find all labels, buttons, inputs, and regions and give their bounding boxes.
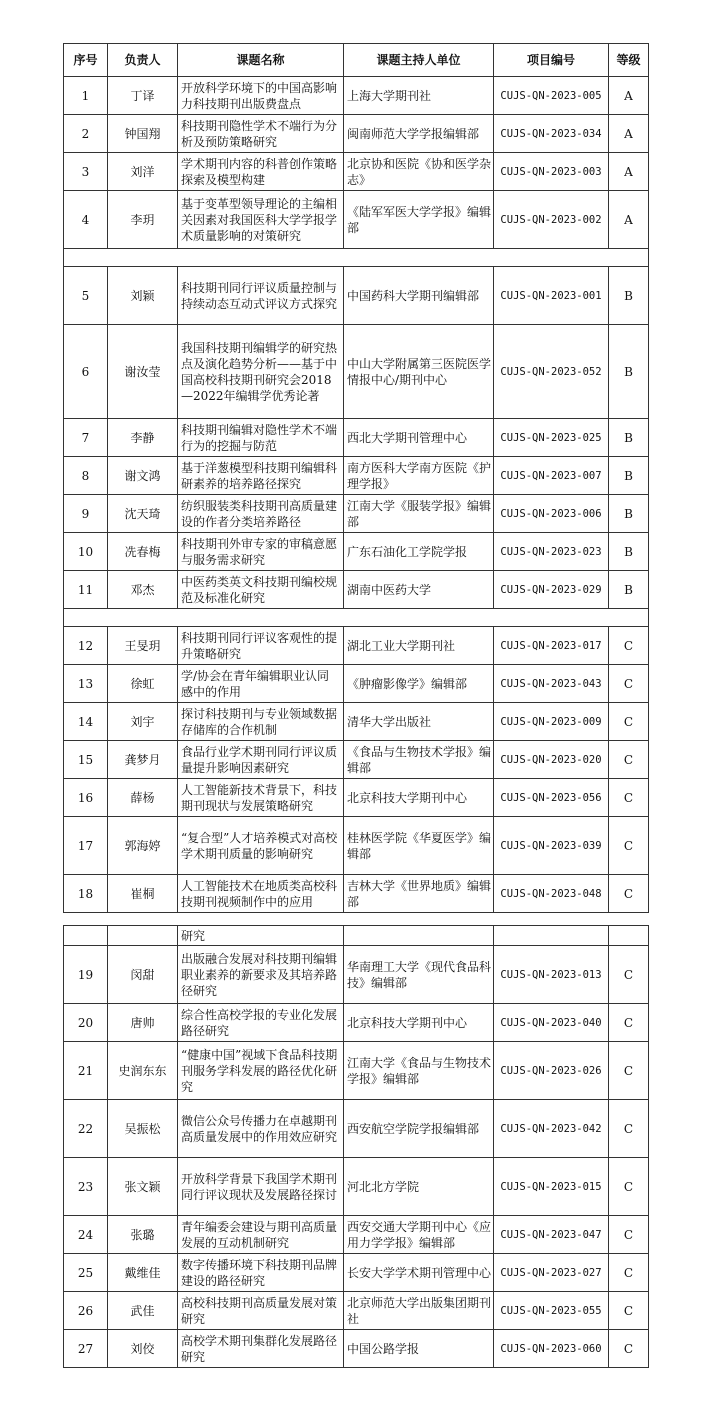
- row-title: 食品行业学术期刊同行评议质量提升影响因素研究: [178, 741, 344, 779]
- row-code: CUJS-QN-2023-002: [494, 191, 609, 249]
- row-person: 吴振松: [108, 1100, 178, 1158]
- row-code: CUJS-QN-2023-026: [494, 1042, 609, 1100]
- row-person: 武佳: [108, 1292, 178, 1330]
- continuation-row: [64, 926, 649, 946]
- row-org: 湖北工业大学期刊社: [344, 627, 494, 665]
- table-row: [64, 191, 649, 249]
- row-org: 《肿瘤影像学》编辑部: [344, 665, 494, 703]
- results-table-part1: [63, 43, 649, 913]
- row-code: CUJS-QN-2023-027: [494, 1254, 609, 1292]
- row-number: 13: [64, 665, 108, 703]
- row-person: 谢文鸿: [108, 457, 178, 495]
- row-person: 闵甜: [108, 946, 178, 1004]
- row-code: CUJS-QN-2023-060: [494, 1330, 609, 1368]
- row-org: 河北北方学院: [344, 1158, 494, 1216]
- row-org: 《陆军军医大学学报》编辑部: [344, 191, 494, 249]
- row-code: CUJS-QN-2023-003: [494, 153, 609, 191]
- table-row: [64, 703, 649, 741]
- row-person: 史润东东: [108, 1042, 178, 1100]
- row-grade: B: [609, 325, 649, 419]
- row-grade: A: [609, 191, 649, 249]
- row-grade: B: [609, 495, 649, 533]
- row-person: 王旻玥: [108, 627, 178, 665]
- row-code: CUJS-QN-2023-055: [494, 1292, 609, 1330]
- row-number: 20: [64, 1004, 108, 1042]
- row-number: 18: [64, 875, 108, 913]
- row-code: CUJS-QN-2023-009: [494, 703, 609, 741]
- row-title: 纺织服装类科技期刊高质量建设的作者分类培养路径: [178, 495, 344, 533]
- row-number: 11: [64, 571, 108, 609]
- row-grade: A: [609, 153, 649, 191]
- row-grade: B: [609, 571, 649, 609]
- table-row: [64, 779, 649, 817]
- row-grade: B: [609, 419, 649, 457]
- header-code: 项目编号: [494, 44, 609, 77]
- row-org: 华南理工大学《现代食品科技》编辑部: [344, 946, 494, 1004]
- row-code: CUJS-QN-2023-043: [494, 665, 609, 703]
- table-row: [64, 946, 649, 1004]
- row-title: 开放科学背景下我国学术期刊同行评议现状及发展路径探讨: [178, 1158, 344, 1216]
- table-row: [64, 77, 649, 115]
- row-title: 探讨科技期刊与专业领域数据存储库的合作机制: [178, 703, 344, 741]
- table-row: [64, 495, 649, 533]
- row-person: 刘宇: [108, 703, 178, 741]
- row-grade: C: [609, 1042, 649, 1100]
- row-grade: C: [609, 741, 649, 779]
- table-row: [64, 665, 649, 703]
- row-number: 3: [64, 153, 108, 191]
- row-grade: C: [609, 875, 649, 913]
- row-grade: C: [609, 817, 649, 875]
- row-number: 27: [64, 1330, 108, 1368]
- row-code: CUJS-QN-2023-048: [494, 875, 609, 913]
- row-number: 2: [64, 115, 108, 153]
- row-org: 中国公路学报: [344, 1330, 494, 1368]
- table-row: [64, 875, 649, 913]
- row-org: 长安大学学术期刊管理中心: [344, 1254, 494, 1292]
- continuation-title: 研究: [178, 926, 344, 946]
- row-number: 15: [64, 741, 108, 779]
- row-title: “复合型”人才培养模式对高校学术期刊质量的影响研究: [178, 817, 344, 875]
- row-org: 广东石油化工学院学报: [344, 533, 494, 571]
- row-org: 北京科技大学期刊中心: [344, 1004, 494, 1042]
- table-row: [64, 419, 649, 457]
- row-grade: C: [609, 779, 649, 817]
- table-row: [64, 1330, 649, 1368]
- row-number: 10: [64, 533, 108, 571]
- table-row: [64, 1042, 649, 1100]
- header-org: 课题主持人单位: [344, 44, 494, 77]
- row-grade: B: [609, 457, 649, 495]
- row-code: CUJS-QN-2023-013: [494, 946, 609, 1004]
- row-person: 李静: [108, 419, 178, 457]
- row-org: 北京科技大学期刊中心: [344, 779, 494, 817]
- table-row: [64, 741, 649, 779]
- row-grade: C: [609, 946, 649, 1004]
- row-title: 基于变革型领导理论的主编相关因素对我国医科大学学报学术质量影响的对策研究: [178, 191, 344, 249]
- row-number: 21: [64, 1042, 108, 1100]
- table-row: [64, 1292, 649, 1330]
- row-title: 科技期刊外审专家的审稿意愿与服务需求研究: [178, 533, 344, 571]
- row-person: 唐帅: [108, 1004, 178, 1042]
- row-code: CUJS-QN-2023-025: [494, 419, 609, 457]
- row-title: 学/协会在青年编辑职业认同感中的作用: [178, 665, 344, 703]
- row-grade: C: [609, 1004, 649, 1042]
- row-person: 崔桐: [108, 875, 178, 913]
- row-title: 数字传播环境下科技期刊品牌建设的路径研究: [178, 1254, 344, 1292]
- row-org: 湖南中医药大学: [344, 571, 494, 609]
- row-title: 基于洋葱模型科技期刊编辑科研素养的培养路径探究: [178, 457, 344, 495]
- table-row: [64, 1216, 649, 1254]
- row-title: 学术期刊内容的科普创作策略探索及模型构建: [178, 153, 344, 191]
- header-grade: 等级: [609, 44, 649, 77]
- row-number: 23: [64, 1158, 108, 1216]
- header-person: 负责人: [108, 44, 178, 77]
- row-person: 张文颖: [108, 1158, 178, 1216]
- row-code: CUJS-QN-2023-029: [494, 571, 609, 609]
- row-code: CUJS-QN-2023-052: [494, 325, 609, 419]
- row-title: 我国科技期刊编辑学的研究热点及演化趋势分析——基于中国高校科技期刊研究会2018—2022年编辑学优秀论著: [178, 325, 344, 419]
- row-number: 12: [64, 627, 108, 665]
- row-code: CUJS-QN-2023-001: [494, 267, 609, 325]
- row-org: 南方医科大学南方医院《护理学报》: [344, 457, 494, 495]
- row-person: 薛杨: [108, 779, 178, 817]
- row-code: CUJS-QN-2023-023: [494, 533, 609, 571]
- row-title: 综合性高校学报的专业化发展路径研究: [178, 1004, 344, 1042]
- row-number: 7: [64, 419, 108, 457]
- row-org: 桂林医学院《华夏医学》编辑部: [344, 817, 494, 875]
- row-grade: C: [609, 1254, 649, 1292]
- row-code: CUJS-QN-2023-007: [494, 457, 609, 495]
- row-org: 江南大学《食品与生物技术学报》编辑部: [344, 1042, 494, 1100]
- row-title: 出版融合发展对科技期刊编辑职业素养的新要求及其培养路径研究: [178, 946, 344, 1004]
- row-code: CUJS-QN-2023-005: [494, 77, 609, 115]
- row-person: 邓杰: [108, 571, 178, 609]
- row-code: CUJS-QN-2023-056: [494, 779, 609, 817]
- row-number: 1: [64, 77, 108, 115]
- row-title: 高校科技期刊高质量发展对策研究: [178, 1292, 344, 1330]
- row-title: 科技期刊同行评议质量控制与持续动态互动式评议方式探究: [178, 267, 344, 325]
- table-row: [64, 115, 649, 153]
- row-code: CUJS-QN-2023-039: [494, 817, 609, 875]
- row-grade: B: [609, 533, 649, 571]
- row-number: 16: [64, 779, 108, 817]
- row-grade: C: [609, 1292, 649, 1330]
- row-org: 北京协和医院《协和医学杂志》: [344, 153, 494, 191]
- table-row: [64, 1254, 649, 1292]
- row-org: 北京师范大学出版集团期刊社: [344, 1292, 494, 1330]
- row-number: 24: [64, 1216, 108, 1254]
- row-grade: A: [609, 115, 649, 153]
- row-person: 刘颖: [108, 267, 178, 325]
- row-number: 6: [64, 325, 108, 419]
- group-separator: [64, 249, 649, 267]
- row-org: 清华大学出版社: [344, 703, 494, 741]
- row-title: 开放科学环境下的中国高影响力科技期刊出版费盘点: [178, 77, 344, 115]
- row-title: 科技期刊同行评议客观性的提升策略研究: [178, 627, 344, 665]
- table-row: [64, 325, 649, 419]
- row-org: 中国药科大学期刊编辑部: [344, 267, 494, 325]
- row-org: 西北大学期刊管理中心: [344, 419, 494, 457]
- row-org: 闽南师范大学学报编辑部: [344, 115, 494, 153]
- row-person: 戴维佳: [108, 1254, 178, 1292]
- row-person: 丁译: [108, 77, 178, 115]
- row-title: 中医药类英文科技期刊编校规范及标准化研究: [178, 571, 344, 609]
- row-person: 李玥: [108, 191, 178, 249]
- row-person: 谢汝莹: [108, 325, 178, 419]
- row-person: 张璐: [108, 1216, 178, 1254]
- row-org: 江南大学《服装学报》编辑部: [344, 495, 494, 533]
- row-person: 郭海婷: [108, 817, 178, 875]
- row-org: 中山大学附属第三医院医学情报中心/期刊中心: [344, 325, 494, 419]
- table-row: [64, 1100, 649, 1158]
- row-grade: C: [609, 1100, 649, 1158]
- row-number: 4: [64, 191, 108, 249]
- row-person: 龚梦月: [108, 741, 178, 779]
- row-grade: C: [609, 665, 649, 703]
- row-title: 青年编委会建设与期刊高质量发展的互动机制研究: [178, 1216, 344, 1254]
- table-row: [64, 153, 649, 191]
- row-title: 人工智能技术在地质类高校科技期刊视频制作中的应用: [178, 875, 344, 913]
- row-org: 上海大学期刊社: [344, 77, 494, 115]
- header-title: 课题名称: [178, 44, 344, 77]
- row-code: CUJS-QN-2023-020: [494, 741, 609, 779]
- row-number: 22: [64, 1100, 108, 1158]
- row-org: 西安航空学院学报编辑部: [344, 1100, 494, 1158]
- row-title: 高校学术期刊集群化发展路径研究: [178, 1330, 344, 1368]
- row-org: 《食品与生物技术学报》编辑部: [344, 741, 494, 779]
- row-code: CUJS-QN-2023-015: [494, 1158, 609, 1216]
- row-code: CUJS-QN-2023-017: [494, 627, 609, 665]
- row-number: 8: [64, 457, 108, 495]
- row-person: 沈天琦: [108, 495, 178, 533]
- row-grade: C: [609, 703, 649, 741]
- row-code: CUJS-QN-2023-040: [494, 1004, 609, 1042]
- header-row: [64, 44, 649, 77]
- row-person: 刘佼: [108, 1330, 178, 1368]
- row-title: 人工智能新技术背景下，科技期刊现状与发展策略研究: [178, 779, 344, 817]
- row-code: CUJS-QN-2023-047: [494, 1216, 609, 1254]
- results-table-part2: [63, 925, 649, 1368]
- row-title: “健康中国”视域下食品科技期刊服务学科发展的路径优化研究: [178, 1042, 344, 1100]
- row-number: 5: [64, 267, 108, 325]
- row-grade: C: [609, 1158, 649, 1216]
- table-row: [64, 267, 649, 325]
- row-code: CUJS-QN-2023-034: [494, 115, 609, 153]
- row-number: 17: [64, 817, 108, 875]
- row-grade: B: [609, 267, 649, 325]
- row-number: 25: [64, 1254, 108, 1292]
- row-person: 刘洋: [108, 153, 178, 191]
- row-grade: A: [609, 77, 649, 115]
- row-grade: C: [609, 627, 649, 665]
- row-number: 26: [64, 1292, 108, 1330]
- row-title: 微信公众号传播力在卓越期刊高质量发展中的作用效应研究: [178, 1100, 344, 1158]
- table-row: [64, 1004, 649, 1042]
- row-grade: C: [609, 1216, 649, 1254]
- table-row: [64, 1158, 649, 1216]
- row-number: 9: [64, 495, 108, 533]
- row-org: 西安交通大学期刊中心《应用力学学报》编辑部: [344, 1216, 494, 1254]
- table-row: [64, 817, 649, 875]
- row-code: CUJS-QN-2023-006: [494, 495, 609, 533]
- row-code: CUJS-QN-2023-042: [494, 1100, 609, 1158]
- row-title: 科技期刊编辑对隐性学术不端行为的挖掘与防范: [178, 419, 344, 457]
- group-separator: [64, 609, 649, 627]
- row-person: 徐虹: [108, 665, 178, 703]
- table-row: [64, 627, 649, 665]
- row-number: 19: [64, 946, 108, 1004]
- table-row: [64, 457, 649, 495]
- row-person: 冼春梅: [108, 533, 178, 571]
- header-no: 序号: [64, 44, 108, 77]
- row-person: 钟国翔: [108, 115, 178, 153]
- table-row: [64, 533, 649, 571]
- table-row: [64, 571, 649, 609]
- row-grade: C: [609, 1330, 649, 1368]
- row-number: 14: [64, 703, 108, 741]
- row-org: 吉林大学《世界地质》编辑部: [344, 875, 494, 913]
- row-title: 科技期刊隐性学术不端行为分析及预防策略研究: [178, 115, 344, 153]
